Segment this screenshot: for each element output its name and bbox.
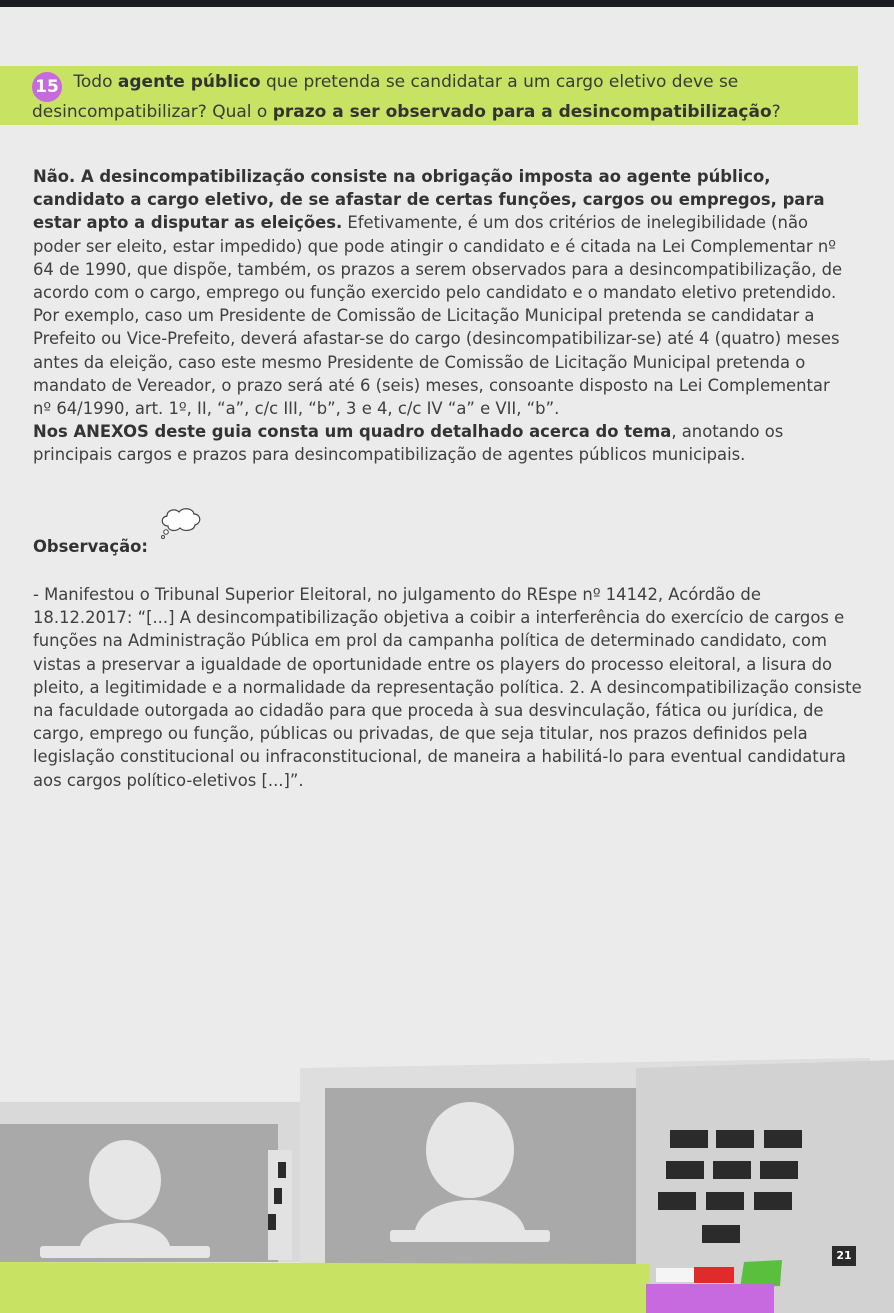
strip-key — [278, 1162, 286, 1178]
question-text-1: Todo — [68, 72, 118, 92]
question-text-3: ? — [771, 102, 781, 122]
observation-text: - Manifestou o Tribunal Superior Eleitoral, no julgamento do REspe nº 14142, Acórdão de 18.12.2017: “[...] A desincompatibilização objetiva a coibir a interferência do exercício de cargos e funções na Administração Pública em prol da campanha política de determinado candidato, com vistas a preservar a igualdade de oportunidade entre os players do processo eleitoral, a lisura do pleito, a legitimidade e a normalidade da representação política. 2. A desincompatibilização consiste na faculdade outorgada ao cidadão para que proceda à sua desvinculação, fática ou jurídica, de cargo, emprego ou função, públicas ou privadas, de que seja titular, nos prazos definidos pela legislação constitucional ou infraconstitucional, de maneira a habilitá-lo para eventual candidatura aos cargos político-eletivos [...]”. — [33, 585, 862, 790]
ballot-booth-illustration — [0, 1050, 894, 1313]
question-banner — [0, 66, 858, 125]
observation-title: Observação: — [33, 537, 148, 556]
red-key — [694, 1267, 734, 1283]
white-key — [656, 1268, 694, 1282]
bottom-purple-block — [646, 1284, 774, 1313]
question-number-badge: 15 — [32, 72, 62, 102]
answer-bold-annex: Nos ANEXOS deste guia consta um quadro detalhado acerca do tema — [33, 422, 672, 442]
answer-paragraph-1 — [33, 165, 843, 420]
answer-block — [33, 165, 843, 467]
page-number: 21 — [832, 1246, 856, 1266]
answer-body: Efetivamente, é um dos critérios de inelegibilidade (não poder ser eleito, estar impedido) que pode atingir o candidato e é citada na Lei Complementar nº 64 de 1990, que dispõe, também, os prazos a serem observados para a desincompatibilização, de acordo com o cargo, emprego ou função exercido pelo candidato e o mandato eletivo pretendido. Por exemplo, caso um Presidente de Comissão de Licitação Municipal pretenda se candidatar a Prefeito ou Vice-Prefeito, deverá afastar-se do cargo (desincompatibilizar-se) até 4 (quatro) meses antes da eleição, caso este mesmo Presidente de Comissão de Licitação Municipal pretenda o mandato de Vereador, o prazo será até 6 (seis) meses, consoante disposto na Lei Complementar nº 64/1990, art. 1º, II, “a”, c/c III, “b”, 3 e 4, c/c IV “a” e VII, “b”. — [33, 213, 843, 419]
answer-annex-rest: , anotando os principais cargos e prazos para desincompatibilização de agentes públicos municipais. — [33, 422, 784, 465]
question-text-2: que pretenda se candidatar a um cargo eletivo deve se desincompatibilizar? Qual o — [32, 72, 739, 122]
bottom-green-band — [0, 1262, 650, 1313]
answer-paragraph-2 — [33, 420, 843, 466]
green-key — [740, 1260, 782, 1288]
observation-block — [33, 583, 863, 792]
question-bold-1: agente público — [117, 72, 261, 92]
question-bold-2: prazo a ser observado para a desincompatibilização — [272, 102, 772, 122]
strip-key — [268, 1214, 276, 1230]
top-bar — [0, 0, 894, 7]
strip-key — [274, 1188, 282, 1204]
thought-cloud-icon — [158, 506, 202, 542]
answer-bold-intro: Não. A desincompatibilização consiste na obrigação imposta ao agente público, candidato a cargo eletivo, de se afastar de certas funções, cargos ou empregos, para estar apto a disputar as eleições. — [33, 167, 825, 233]
